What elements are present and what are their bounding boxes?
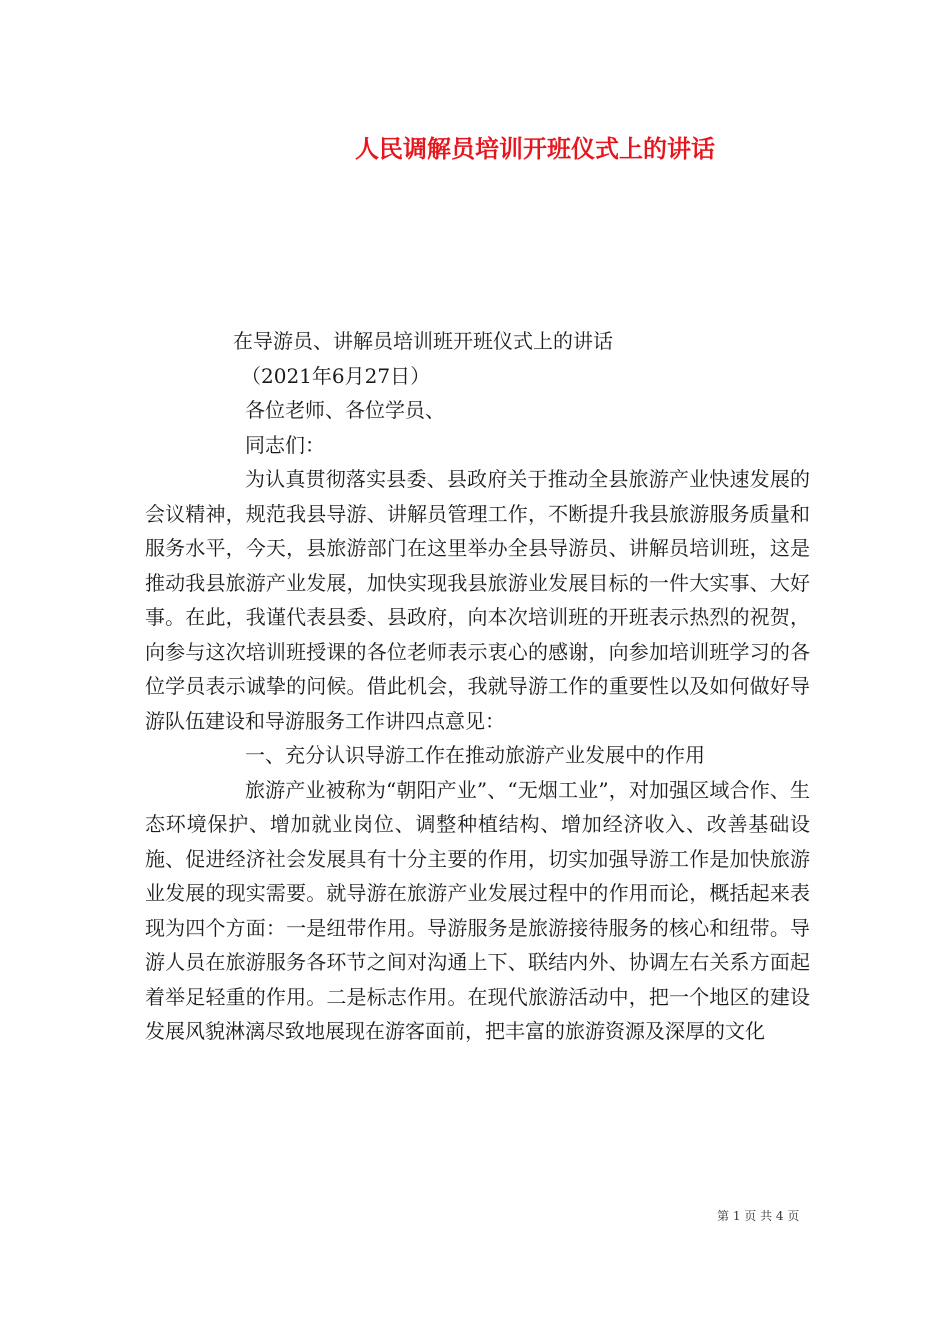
paragraph-intro: 为认真贯彻落实县委、县政府关于推动全县旅游产业快速发展的会议精神，规范我县导游、讲解员管理工作，不断提升我县旅游服务质量和服务水平，今天，县旅游部门在这里举办全县导游员、讲解员培训班，这是推动我县旅游产业发展，加快实现我县旅游业发展目标的一件大实事、大好事。在此，我谨代表县委、县政府，向本次培训班的开班表示热烈的祝贺，向参与这次培训班授课的各位老师表示衷心的感谢，向参加培训班学习的各位学员表示诚挚的问候。借此机会，我就导游工作的重要性以及如何做好导游队伍建设和导游服务工作讲四点意见： [145,467,810,733]
speech-date: （2021年6月27日） [241,363,431,388]
document-body [145,324,810,1049]
salutation-line-1: 各位老师、各位学员、 [245,398,445,422]
document-title: 人民调解员培训开班仪式上的讲话 [355,134,715,163]
page-number-footer: 第 1 页 共 4 页 [717,1209,800,1223]
paragraph-section-1: 旅游产业被称为“朝阳产业”、“无烟工业”，对加强区域合作、生态环境保护、增加就业岗位、调整种植结构、增加经济收入、改善基础设施、促进经济社会发展具有十分主要的作用，切实加强导游工作是加快旅游业发展的现实需要。就导游在旅游产业发展过程中的作用而论，概括起来表现为四个方面：一是纽带作用。导游服务是旅游接待服务的核心和纽带。导游人员在旅游服务各环节之间对沟通上下、联结内外、协调左右关系方面起着举足轻重的作用。二是标志作用。在现代旅游活动中，把一个地区的建设发展风貌淋漓尽致地展现在游客面前，把丰富的旅游资源及深厚的文化 [145,777,810,1043]
salutation-line-2: 同志们： [245,432,325,457]
speech-subtitle: 在导游员、讲解员培训班开班仪式上的讲话 [233,329,613,353]
section-heading-1: 一、充分认识导游工作在推动旅游产业发展中的作用 [245,743,705,767]
